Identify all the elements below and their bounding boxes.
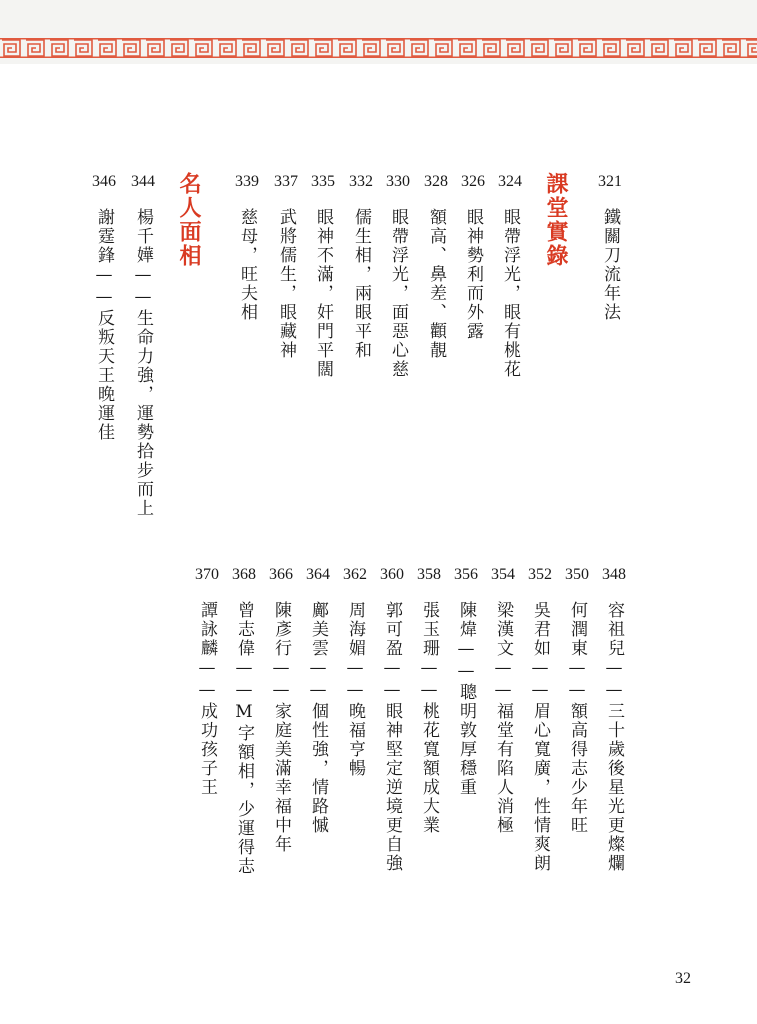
entry-page: 335 <box>311 173 335 190</box>
entry-title: 鄺美雲——個性強，情路慽 <box>308 601 328 835</box>
entry-title: 陳煒——聰明敦厚穩重 <box>456 601 476 797</box>
fret-border-ornament <box>0 38 757 58</box>
entry-page: 364 <box>306 566 330 583</box>
entry-title: 梁漢文——福堂有陷人消極 <box>493 601 513 835</box>
entry-page: 362 <box>343 566 367 583</box>
entry-page: 366 <box>269 566 293 583</box>
entry-title: 眼帶浮光，眼有桃花 <box>500 208 520 379</box>
page-number: 32 <box>675 970 691 987</box>
entry-page: 337 <box>274 173 298 190</box>
entry-page: 354 <box>491 566 515 583</box>
entry-page: 324 <box>498 173 522 190</box>
entry-title: 慈母，旺夫相 <box>237 208 257 322</box>
entry-page: 370 <box>195 566 219 583</box>
entry-title: 容祖兒——三十歲後星光更燦爛 <box>604 601 624 873</box>
entry-page: 332 <box>349 173 373 190</box>
entry-page: 358 <box>417 566 441 583</box>
entry-title: 張玉珊——桃花寬額成大業 <box>419 601 439 835</box>
entry-page: 328 <box>424 173 448 190</box>
entry-title: 周海媚——晚福亨暢 <box>345 601 365 778</box>
section-heading-celebrity-faces: 名人面相 <box>176 172 201 268</box>
entry-page: 360 <box>380 566 404 583</box>
entry-page: 348 <box>602 566 626 583</box>
entry-title: 楊千嬅——生命力強，運勢拾步而上 <box>133 208 153 518</box>
entry-page: 330 <box>386 173 410 190</box>
entry-page: 368 <box>232 566 256 583</box>
entry-title: 何潤東——額高得志少年旺 <box>567 601 587 835</box>
entry-title: 眼帶浮光，面惡心慈 <box>388 208 408 379</box>
entry-title: 謝霆鋒——反叛天王晚運佳 <box>94 208 114 442</box>
entry-page: 344 <box>131 173 155 190</box>
entry-page: 356 <box>454 566 478 583</box>
entry-page: 339 <box>235 173 259 190</box>
entry-title: 儒生相，兩眼平和 <box>351 208 371 360</box>
entry-title: 鐵關刀流年法 <box>600 208 620 322</box>
entry-title: 郭可盈——眼神堅定逆境更自強 <box>382 601 402 873</box>
entry-page: 326 <box>461 173 485 190</box>
entry-page: 346 <box>92 173 116 190</box>
entry-page: 352 <box>528 566 552 583</box>
entry-page: 350 <box>565 566 589 583</box>
entry-title: 曾志偉——M字額相，少運得志 <box>234 601 254 876</box>
entry-page: 321 <box>598 173 622 190</box>
entry-title: 譚詠麟——成功孩子王 <box>197 601 217 797</box>
entry-title: 吳君如——眉心寬廣，性情爽朗 <box>530 601 550 873</box>
entry-title: 眼神勢利而外露 <box>463 208 483 341</box>
section-heading-class-records: 課堂實錄 <box>543 172 568 268</box>
entry-title: 額高、鼻差、顴靚 <box>426 208 446 360</box>
entry-title: 陳彥行——家庭美滿幸福中年 <box>271 601 291 854</box>
entry-title: 眼神不滿，奸門平闊 <box>313 208 333 379</box>
entry-title: 武將儒生，眼藏神 <box>276 208 296 360</box>
